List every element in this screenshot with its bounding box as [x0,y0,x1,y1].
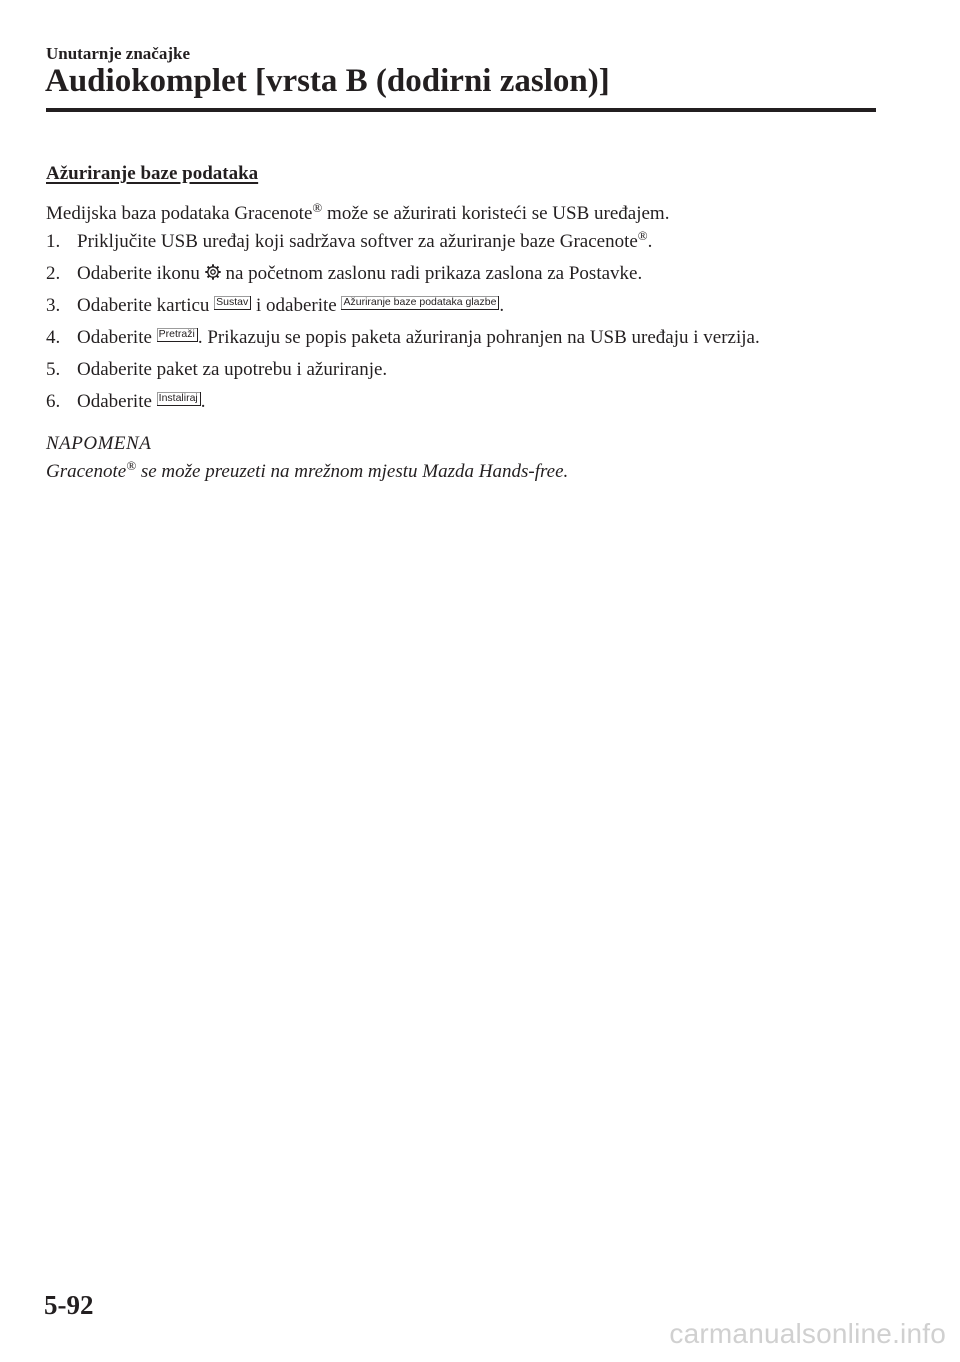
page-number: 5-92 [44,1290,94,1320]
note-text-part: se može preuzeti na mrežnom mjestu Mazda Hands-free. [136,461,569,482]
step-text [77,228,866,256]
step-number: 6. [46,391,61,412]
step-number: 1. [46,231,61,252]
update-music-database-button[interactable]: Ažuriranje baze podataka glazbe [341,296,499,310]
install-button[interactable]: Instaliraj [157,392,201,406]
step-text-part: Priključite USB uređaj koji sadržava softver za ažuriranje baze Gracenote [77,231,638,252]
step-text-part: Odaberite ikonu [77,263,205,284]
step-number: 5. [46,359,61,380]
sustav-tab-button[interactable]: Sustav [214,296,251,310]
intro-paragraph [46,200,866,228]
step-1 [46,228,866,256]
step-text [77,324,866,352]
search-button[interactable]: Pretraži [157,328,198,342]
article-heading: Ažuriranje baze podataka [46,163,259,184]
step-text-part: . [200,391,206,412]
step-text: Odaberite paket za upotrebu i ažuriranje. [77,359,388,380]
step-3 [46,292,866,320]
step-text-part: Odaberite [77,327,157,348]
chapter-title: Audiokomplet [vrsta B (dodirni zaslon)] [45,63,610,99]
step-text-part: . [499,295,505,316]
article-body [46,160,866,486]
intro-text: Medijska baza podataka Gracenote [46,203,313,224]
title-rule [46,108,876,112]
step-text [77,292,866,320]
watermark: carmanualsonline.info [669,1318,946,1349]
note-title: NAPOMENA [46,433,152,454]
step-2 [46,260,866,288]
step-number: 4. [46,327,61,348]
step-4 [46,324,866,352]
step-text-part: . [647,231,653,252]
section-label: Unutarnje značajke [46,44,191,63]
gear-icon[interactable] [205,264,221,280]
step-text-part: na početnom zaslonu radi prikaza zaslona za Postavke. [220,263,643,284]
step-text-part: Odaberite [77,391,157,412]
registered-mark: ® [312,200,323,215]
step-number: 3. [46,295,61,316]
steps-list [46,228,866,416]
registered-mark: ® [126,458,137,473]
step-text [77,260,866,288]
step-6 [46,388,866,416]
intro-text-end: može se ažurirati koristeći se USB uređajem. [322,203,670,224]
note-text [46,458,866,486]
note-text-part: Gracenote [46,461,127,482]
step-text-part: Odaberite karticu [77,295,215,316]
step-text-part: . Prikazuju se popis paketa ažuriranja pohranjen na USB uređaju i verzija. [197,327,760,348]
step-text [77,388,866,416]
step-5 [46,356,866,384]
step-number: 2. [46,263,61,284]
registered-mark: ® [637,228,648,243]
step-text-part: i odaberite [251,295,342,316]
